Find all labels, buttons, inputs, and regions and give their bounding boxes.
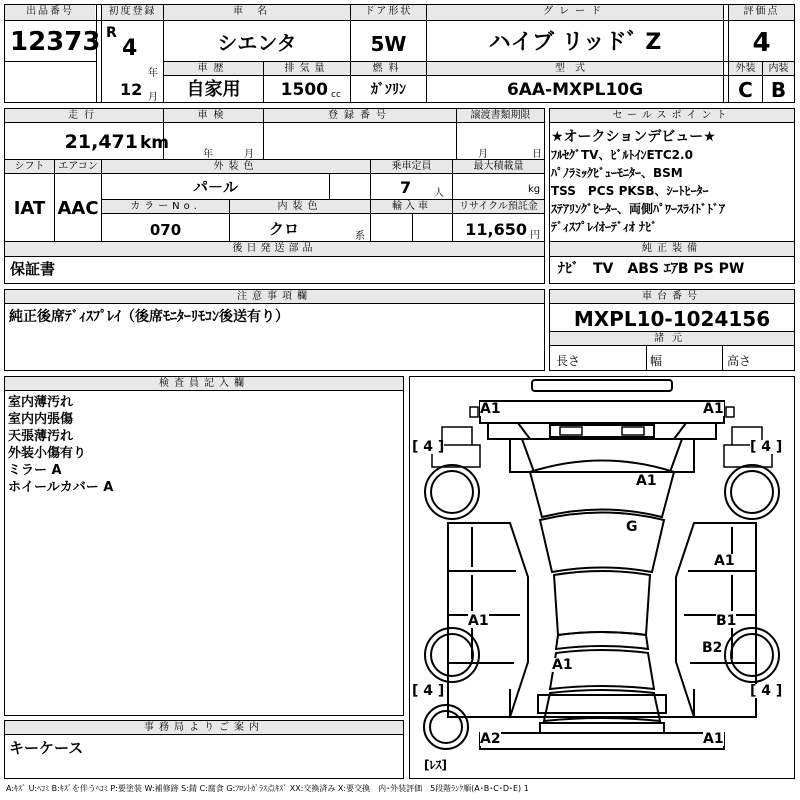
inspector-note: 天張薄汚れ: [8, 429, 74, 444]
office-text: キーケース: [9, 739, 84, 757]
grade-value: ハイブ リッドﾞ Z: [488, 30, 662, 55]
tire-rear-right: [ 4 ]: [750, 683, 783, 699]
sales-line: ﾃﾞｨｽﾌﾟﾚｲｵｰﾃﾞｨｵ ﾅﾋﾞ: [551, 220, 658, 234]
ac-value: AAC: [57, 198, 99, 219]
maxload-unit: kg: [528, 184, 541, 195]
legend: A:ｷｽﾞ U:ﾍｺﾐ B:ｷｽﾞを伴うﾍｺﾐ P:要塗装 W:補修跡 S:錆 C:腐食 G:ﾌﾛﾝﾄｶﾞﾗｽ点ｷｽﾞ XX:交換済み X:要交換 内･外装評価 5段階ﾗﾝｸ順(A･B･C･D･E) 1: [6, 784, 529, 793]
fuel-value: ｶﾞｿﾘﾝ: [371, 82, 406, 98]
mark-front-left: A1: [480, 401, 501, 417]
inspector-note: ミラー A: [8, 463, 62, 478]
shift-label: シフト: [14, 161, 45, 172]
mark-rear-left: A2: [480, 731, 501, 747]
later-parts-value: 保証書: [10, 260, 56, 278]
mark-front-right: A1: [703, 401, 724, 417]
equipment-value: ﾅﾋﾞ TV ABS ｴｱB PS PW: [558, 261, 745, 277]
tire-front-right: [ 4 ]: [750, 439, 783, 455]
sales-line: ﾌﾙｾｸﾞTV、ﾋﾞﾙﾄｲﾝETC2.0: [551, 148, 693, 162]
equipment-label: 純正装備: [642, 243, 702, 254]
later-parts-label: 後日発送部品: [232, 243, 317, 254]
mileage-value: 21,471: [64, 131, 138, 153]
mark-rear-right: A1: [703, 731, 724, 747]
inspection-label: 車検: [197, 110, 230, 121]
inspector-note: ホイールカバー A: [8, 480, 114, 495]
colorno-value: 070: [149, 221, 182, 239]
caution-text: 純正後席ﾃﾞｨｽﾌﾟﾚｲ（後席ﾓﾆﾀｰﾘﾓｺﾝ後送有り）: [9, 309, 289, 325]
first-reg-label: 初度登録: [108, 6, 157, 17]
inspector-note: 外装小傷有り: [8, 446, 87, 461]
displacement-unit: cc: [331, 90, 341, 100]
mark-right-rear-fender: B2: [702, 640, 723, 656]
mark-left-front-door: A1: [468, 613, 489, 629]
transfer-day-unit: 日: [532, 149, 542, 160]
mark-right-front-door: A1: [714, 553, 735, 569]
ext-grade: C: [738, 78, 753, 102]
specs-label: 諸元: [654, 333, 690, 344]
model-label: 型式: [555, 63, 595, 74]
chassis-label: 車台番号: [642, 291, 702, 302]
sales-line: ★オークションデビュー★: [551, 129, 716, 145]
maxload-label: 最大積載量: [473, 161, 524, 172]
import-label: 輸入車: [392, 201, 431, 212]
sales-point-label: セールスポイント: [612, 110, 732, 121]
height-label: 高さ: [727, 354, 752, 368]
tire-front-left: [ 4 ]: [412, 439, 445, 455]
car-diagram: [410, 377, 794, 778]
car-name-label: 車名: [233, 6, 281, 17]
intcolor-label: 内装色: [277, 201, 323, 212]
displacement-value: 1500: [280, 80, 328, 100]
intcolor-value: クロ: [268, 220, 299, 238]
score-value: 4: [752, 28, 771, 58]
office-label: 事務局よりご案内: [144, 722, 264, 733]
length-label: 長さ: [556, 354, 581, 368]
capacity-value: 7: [400, 178, 412, 197]
sales-line: TSS PCS PKSB、ｼｰﾄﾋｰﾀｰ: [551, 184, 709, 198]
lot-number: 12373: [10, 27, 101, 57]
inspector-note: 室内内張傷: [8, 412, 74, 427]
ext-label: 外装: [735, 63, 756, 74]
car-diagram-panel: [409, 376, 795, 779]
transfer-label: 譲渡書類期限: [470, 110, 531, 121]
chassis-number: MXPL10-1024156: [573, 307, 771, 331]
first-reg-month: 12: [120, 80, 143, 99]
insp-year-unit: 年: [203, 149, 213, 160]
shift-value: IAT: [13, 198, 46, 219]
inspector-note: 室内薄汚れ: [8, 395, 74, 410]
history-label: 車歴: [197, 63, 230, 74]
door-label: ドア形状: [364, 6, 413, 17]
car-name: シエンタ: [217, 31, 297, 55]
fuel-label: 燃料: [372, 63, 405, 74]
history-value: 自家用: [186, 79, 241, 100]
mark-rear-roof: A1: [552, 657, 573, 673]
caution-label: 注意事項欄: [237, 291, 312, 302]
intcolor-unit: 系: [355, 231, 365, 242]
lot-label: 出品番号: [26, 6, 74, 17]
spare-tire: [ﾚｽ]: [424, 758, 447, 772]
colorno-label: カラーNo.: [130, 201, 201, 212]
mark-windshield: G: [626, 519, 638, 535]
sales-line: ﾊﾟﾉﾗﾐｯｸﾋﾞｭｰﾓﾆﾀｰ、BSM: [551, 166, 683, 180]
color-label: 外装色: [213, 161, 259, 172]
capacity-unit: 人: [434, 188, 444, 199]
sales-line: ｽﾃｱﾘﾝｸﾞﾋｰﾀｰ、両側ﾊﾟﾜｰｽﾗｲﾄﾞﾄﾞｱ: [551, 202, 726, 216]
regno-label: 登録番号: [328, 110, 392, 121]
recycle-unit: 円: [530, 230, 540, 241]
mileage-label: 走行: [68, 110, 100, 121]
recycle-value: 11,650: [465, 220, 527, 239]
capacity-label: 乗車定員: [391, 161, 432, 172]
grade-label: グレード: [543, 6, 607, 17]
mark-hood: A1: [636, 473, 657, 489]
score-label: 評価点: [743, 6, 780, 17]
month-unit: 月: [148, 92, 158, 103]
transfer-month-unit: 月: [478, 149, 488, 160]
color-value: パ－ル: [192, 178, 238, 196]
recycle-label: リサイクル預託金: [459, 201, 538, 212]
int-label: 内装: [768, 63, 789, 74]
displacement-label: 排気量: [284, 63, 330, 74]
model-value: 6AA-MXPL10G: [506, 80, 644, 100]
width-label: 幅: [650, 354, 663, 368]
int-grade: B: [770, 78, 787, 102]
ac-label: エアコン: [58, 161, 98, 172]
inspector-label: 検査員記入欄: [159, 378, 249, 389]
insp-month-unit: 月: [244, 149, 254, 160]
first-reg-year: 4: [122, 36, 138, 61]
mark-right-rear-door: B1: [716, 613, 737, 629]
door-type: 5W: [370, 32, 407, 56]
year-unit: 年: [148, 68, 158, 79]
tire-rear-left: [ 4 ]: [412, 683, 445, 699]
first-reg-era: R: [106, 25, 117, 41]
mileage-unit: km: [140, 133, 170, 153]
